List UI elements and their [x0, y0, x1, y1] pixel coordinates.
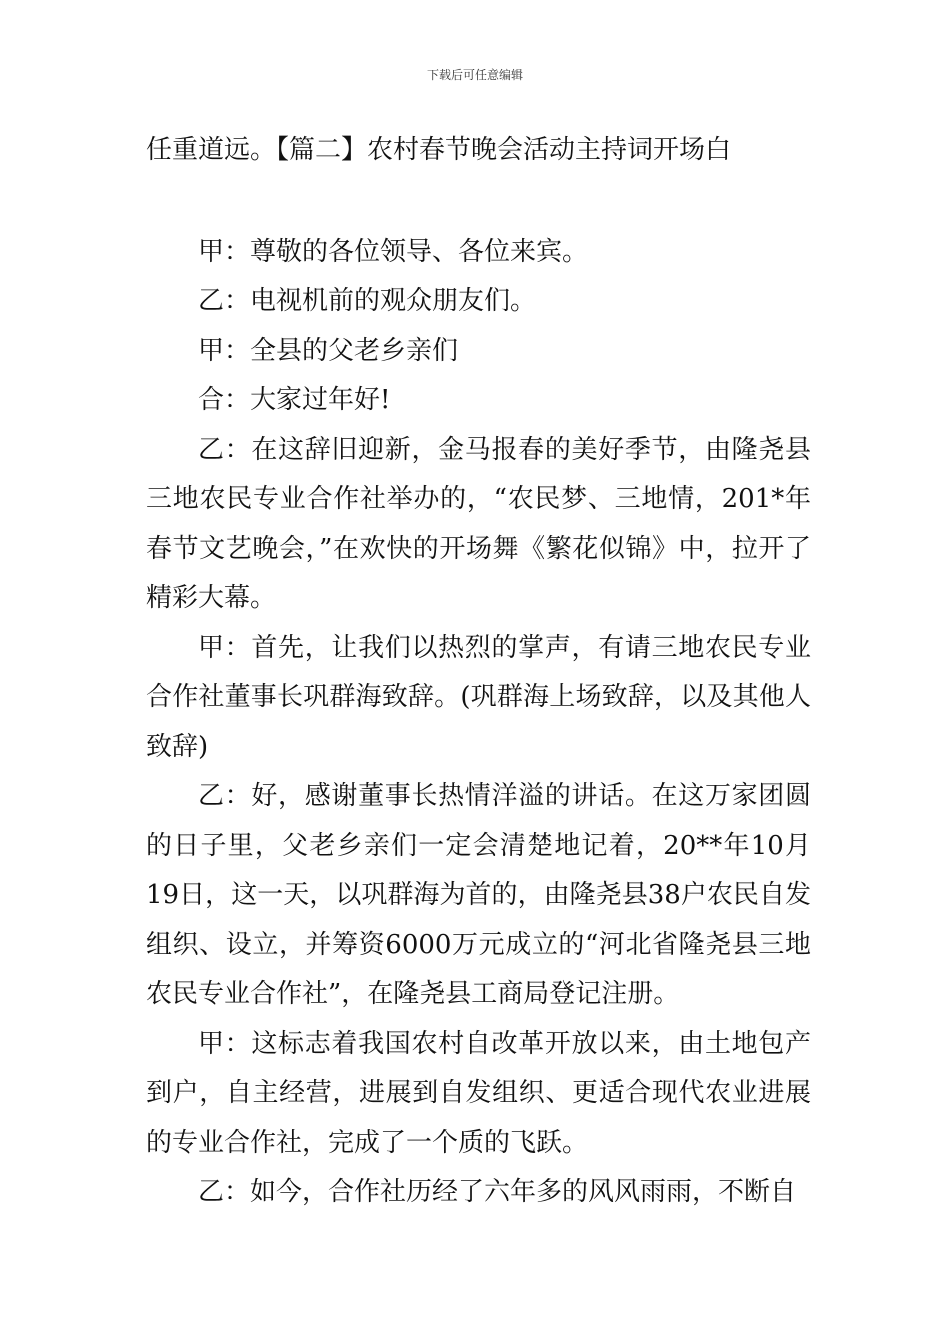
paragraph: 甲：这标志着我国农村自改革开放以来，由土地包产到户，自主经营，进展到自发组织、更适合现代农业进展的专业合作社，完成了一个质的飞跃。	[146, 1028, 811, 1158]
paragraph: 甲：尊敬的各位领导、各位来宾。	[198, 236, 589, 267]
spacer	[146, 176, 811, 228]
paragraph: 乙：如今，合作社历经了六年多的风风雨雨，不断自	[198, 1177, 797, 1207]
paragraph: 甲：首先，让我们以热烈的掌声，有请三地农民专业合作社董事长巩群海致辞。(巩群海上场致辞，以及其他人致辞)	[146, 632, 811, 762]
paragraph: 合：大家过年好!	[198, 385, 391, 415]
paragraph: 甲：全县的父老乡亲们	[198, 335, 459, 366]
paragraph: 乙：在这辞旧迎新，金马报春的美好季节，由隆尧县三地农民专业合作社举办的，“农民梦、三地情，201*年春节文艺晚会，”在欢快的开场舞《繁花似锦》中，拉开了精彩大幕。	[146, 434, 811, 613]
section-title-line: 任重道远。【篇二】农村春节晚会活动主持词开场白	[146, 135, 732, 165]
paragraph: 乙：电视机前的观众朋友们。	[198, 286, 537, 316]
document-body	[146, 126, 811, 1218]
paragraph: 乙：好，感谢董事长热情洋溢的讲话。在这万家团圆的日子里，父老乡亲们一定会清楚地记着，20**年10月19日，这一天，以巩群海为首的，由隆尧县38户农民自发组织、设立，并筹资6000万元成立的“河北省隆尧县三地农民专业合作社”，在隆尧县工商局登记注册。	[146, 781, 811, 1009]
page-header: 下载后可任意编辑	[426, 68, 523, 82]
